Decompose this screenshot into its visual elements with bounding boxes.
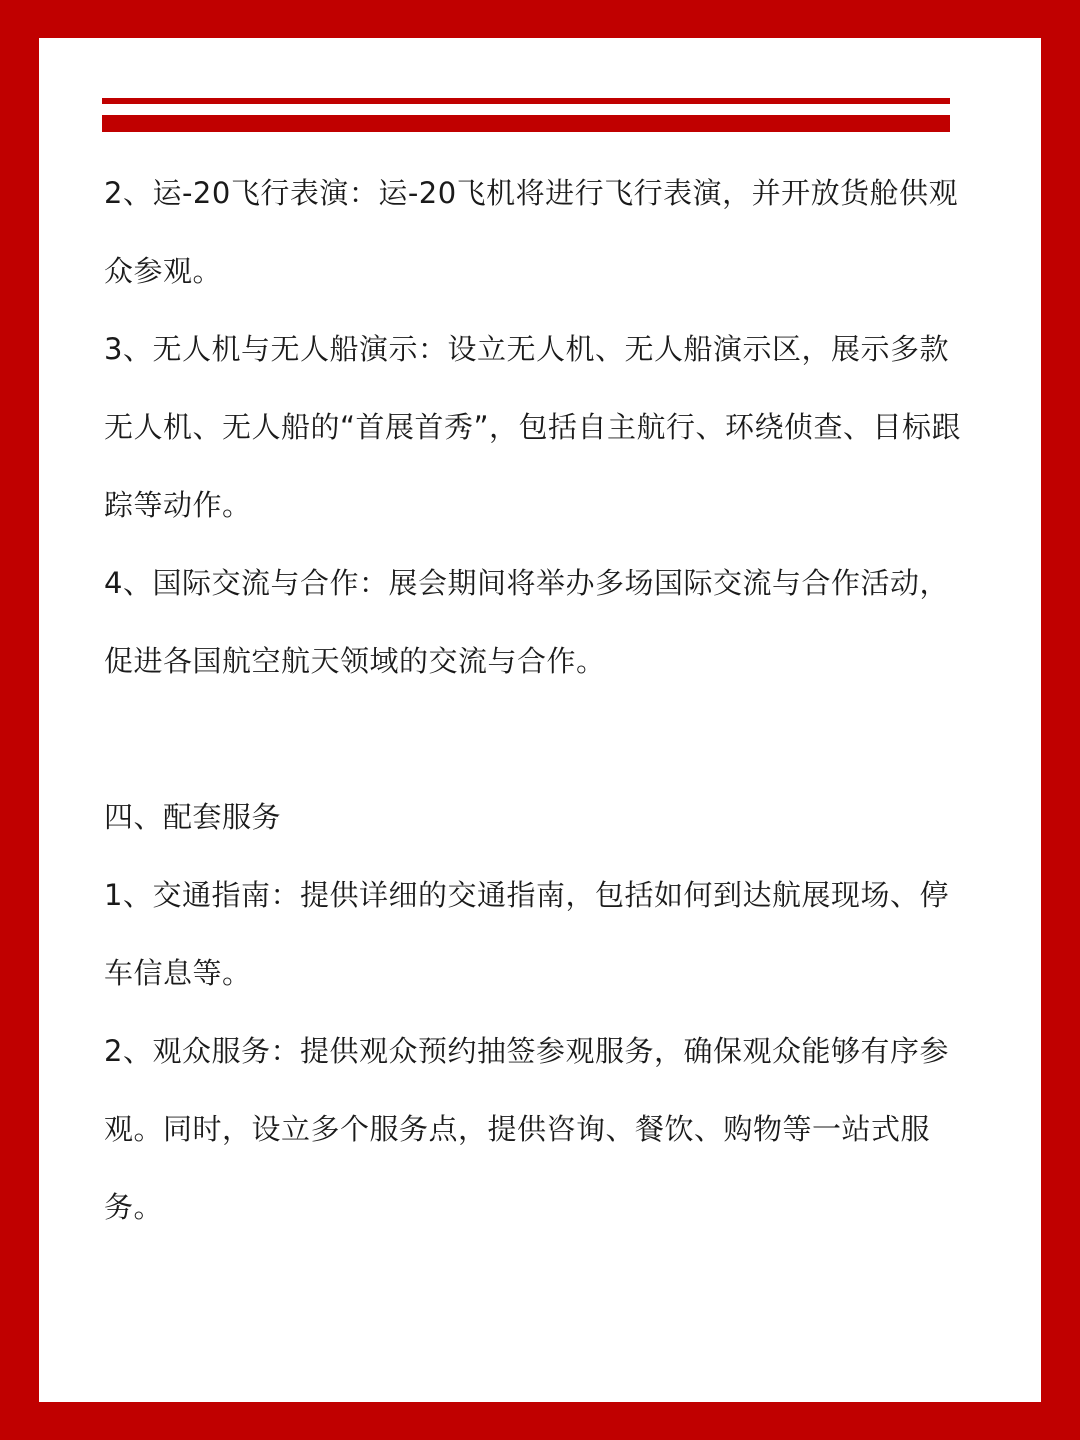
- paragraph-drone-demo: 3、无人机与无人船演示：设立无人机、无人船演示区，展示多款无人机、无人船的“首展首秀”，包括自主航行、环绕侦查、目标跟踪等动作。: [104, 332, 962, 522]
- section-spacer: [104, 700, 964, 778]
- content-panel: [39, 38, 1041, 1402]
- section-heading-services: 四、配套服务: [104, 800, 282, 834]
- paragraph-y20-show: 2、运-20飞行表演：运-20飞机将进行飞行表演，并开放货舱供观众参观。: [104, 176, 959, 288]
- article-body: [104, 154, 964, 1246]
- paragraph-audience-service: 2、观众服务：提供观众预约抽签参观服务，确保观众能够有序参观。同时，设立多个服务点，提供咨询、餐饮、购物等一站式服务。: [104, 1034, 949, 1224]
- header-rule-thin: [102, 98, 950, 104]
- paragraph-traffic-guide: 1、交通指南：提供详细的交通指南，包括如何到达航展现场、停车信息等。: [104, 878, 949, 990]
- header-rule-thick: [102, 115, 950, 132]
- paragraph-international-exchange: 4、国际交流与合作：展会期间将举办多场国际交流与合作活动，促进各国航空航天领域的交流与合作。: [104, 566, 949, 678]
